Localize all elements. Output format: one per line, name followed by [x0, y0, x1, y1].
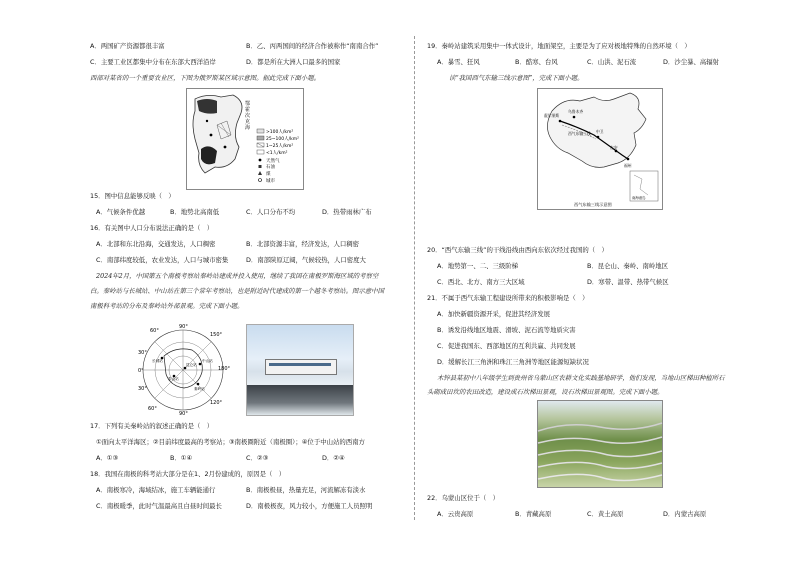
q14-option-d[interactable]: D．都是所在大洲人口最多的国家	[246, 58, 341, 66]
q17-statements: ①面向太平洋海区；②目前纬度最高的考察站；③南极圈附近（南极圈）；④位于中山站的西南方	[96, 438, 365, 446]
lon-120: 120°	[210, 400, 223, 406]
column-divider	[414, 36, 415, 520]
legend-2: 25~100人/km²	[266, 137, 299, 142]
q17-option-a[interactable]: A．①③	[96, 454, 119, 462]
q19-stem: 19．秦岭站建筑采用集中一体式设计，地面架空，主要是为了应对极地特殊的自然环境（ ）	[427, 42, 691, 50]
lon-30-upper: 30°	[138, 350, 147, 356]
q15-option-b[interactable]: B．地势北高南低	[170, 208, 220, 216]
legend-4: <1人/km²	[266, 151, 288, 156]
station-building	[265, 359, 337, 375]
q16-option-c[interactable]: C．南部纬度较低，农业发达，人口与城市密集	[96, 256, 229, 264]
q15-option-c[interactable]: C．人口分布不均	[246, 208, 296, 216]
russia-region-map	[186, 88, 304, 190]
map2-caption: 西气东输三线示意图	[574, 202, 612, 207]
q20-option-b[interactable]: B．昆仑山、秦岭、南岭地区	[587, 262, 669, 270]
q22-option-a[interactable]: A．云贵高原	[437, 510, 474, 518]
terraced-fields-photo	[537, 400, 663, 488]
q21-option-c[interactable]: C．促进我国东、西部地区的互利共赢、共同发展	[437, 342, 576, 350]
sea-label-1: 鄂	[245, 101, 251, 107]
legend-6: 石油	[266, 165, 275, 170]
q19-option-a[interactable]: A．暴雪、狂风	[437, 58, 480, 66]
q22-option-c[interactable]: C．黄土高原	[587, 510, 624, 518]
station-taishan: 泰山站	[168, 377, 179, 381]
q20-stem: 20．“西气东输三线”的干线沿线由西向东依次经过我国的（ ）	[427, 246, 608, 254]
intro-22-line1: 木锌县某初中八年级学生到贵州省乌蒙山区农耕文化实践基地研学，他们发现，当地山区梯田种植所石	[437, 374, 725, 382]
q14-option-a[interactable]: A．两国矿产资源都很丰富	[90, 42, 165, 50]
west-east-gas-pipeline-map	[537, 88, 663, 210]
label-fuzhou: 福州	[624, 163, 632, 168]
legend-8: 城市	[266, 179, 275, 184]
sea-label-3: 次	[245, 113, 251, 119]
q19-option-b[interactable]: B．酷寒、台风	[515, 58, 558, 66]
label-zhongwei: 中卫	[596, 129, 604, 134]
legend-7: 煤	[266, 172, 271, 177]
q21-option-b[interactable]: B．诱发沿线地区地震、滑坡、泥石流等地质灾害	[437, 326, 576, 334]
q19-option-d[interactable]: D．沙尘暴、高辐射	[663, 58, 720, 66]
lon-180: 180°	[218, 366, 231, 372]
intro-22-line2: 头砌成田坎的农田改造，建设成石坎梯田景观，设石坎梯田景观图。完成下面小题。	[427, 388, 664, 396]
lon-30: 30°	[138, 386, 147, 392]
lon-90-top: 90°	[179, 324, 188, 330]
q22-stem: 22．乌蒙山区位于（ ）	[427, 494, 500, 502]
legend-3: 1~25人/km²	[266, 144, 294, 149]
lon-60-left: 60°	[150, 328, 159, 334]
intro-17-18-line3: 南极科考站的分布及秦岭站外部景观。完成下面小题。	[90, 302, 244, 310]
sea-label-5: 海	[245, 125, 251, 131]
q18-option-c[interactable]: C．南极暖季，此时气温最高且白昼时间最长	[96, 502, 222, 510]
sea-label-4: 克	[245, 119, 251, 125]
q15-option-d[interactable]: D．热带雨林广布	[322, 208, 372, 216]
q20-option-a[interactable]: A．地势第一、二、三级阶梯	[437, 262, 519, 270]
station-qinling: 秦岭站	[194, 387, 205, 391]
label-pipeline: 西气东输三线	[568, 131, 591, 136]
q21-stem: 21．不属于西气东输工程建设所带来的积极影响是（ ）	[427, 294, 589, 302]
label-south-sea-islands: 南海诸岛	[632, 196, 646, 200]
station-zhongshan: 中山站	[202, 359, 213, 363]
q17-option-d[interactable]: D．②④	[322, 454, 345, 462]
q22-option-d[interactable]: D．内蒙古高原	[663, 510, 707, 518]
q20-option-d[interactable]: D．寒带、温带、热带气候区	[587, 278, 669, 286]
q16-option-d[interactable]: D．南部陕原辽阔，气候较热，人口密度大	[246, 256, 366, 264]
q14-option-c[interactable]: C．主要工业区都集中分布在东部大西洋沿岸	[90, 58, 216, 66]
station-changcheng: 长城站	[152, 359, 163, 363]
q20-option-c[interactable]: C．西北、北方、南方三大区域	[437, 278, 525, 286]
intro-17-18-line2: 白。秦岭站与长城站、中山站在第三个常年考察站，也是附近时代建成的第一个越冬考察站。图示意中国	[90, 287, 384, 295]
sea-label-2: 霍	[245, 107, 251, 113]
q18-option-d[interactable]: D．南极极夜，风力较小，方便施工人员照明	[246, 502, 373, 510]
q16-option-a[interactable]: A．北部和东北沿海，交通发达，人口稠密	[96, 240, 216, 248]
q15-option-a[interactable]: A．气候条件优越	[96, 208, 146, 216]
lon-0: 0°	[138, 368, 144, 374]
q22-option-b[interactable]: B．青藏高原	[515, 510, 552, 518]
q18-option-b[interactable]: B．南极极昼，热量充足，河流解冻有淡水	[246, 486, 366, 494]
qinling-station-photo	[246, 324, 354, 416]
legend-5: 天然气	[266, 159, 280, 164]
label-urumqi: 乌鲁木齐	[568, 109, 584, 114]
q21-option-d[interactable]: D．缓解长江三角洲和珠江三角洲等地区能源短缺状况	[437, 358, 589, 366]
q17-option-b[interactable]: B．①④	[170, 454, 193, 462]
q18-option-a[interactable]: A．南极寒冷，海域结冰，施工车辆能通行	[96, 486, 216, 494]
q16-option-b[interactable]: B．北部资源丰富，经济发达，人口稠密	[246, 240, 360, 248]
q19-option-c[interactable]: C．山洪、泥石流	[587, 58, 637, 66]
label-horgos: 霍尔果斯	[544, 113, 560, 118]
q17-option-c[interactable]: C．②③	[246, 454, 269, 462]
q18-stem: 18．我国在南极的科考站大部分是在1、2月份建成的，原因是（ ）	[90, 470, 286, 478]
station-kunlun: 昆仑站	[186, 363, 197, 367]
q14-option-b[interactable]: B．乙、丙两国间的经济合作被称作“南南合作”	[246, 42, 379, 50]
q16-stem: 16．有关图中人口分布说法正确的是（ ）	[90, 224, 214, 232]
lon-90-bottom: 90°	[179, 411, 188, 417]
antarctic-polar-map	[138, 318, 231, 417]
intro-15-16: 西部对某省的一个重要农业区，下图为俄罗斯某区域示意图。据此完成下面小题。	[90, 74, 321, 82]
label-jian: 吉安	[610, 145, 618, 150]
intro-17-18-line1: 2024年2月，中国第五个南极考察站秦岭站建成并投入使用，继续了我国在南极罗斯海区域的考察空	[96, 272, 379, 280]
intro-20-21: 读“我国西气东输三线示意图”，完成下面小题。	[449, 74, 584, 82]
legend-1: >100人/km²	[266, 130, 294, 135]
q15-stem: 15．图中信息能够反映（ ）	[90, 192, 175, 200]
q17-stem: 17．下列有关秦岭站的叙述正确的是（ ）	[90, 422, 214, 430]
lon-60-bottom: 60°	[148, 406, 157, 412]
dense-area-north	[197, 99, 217, 114]
q21-option-a[interactable]: A．加快新疆资源开采，促进其经济发展	[437, 310, 551, 318]
lon-150: 150°	[210, 332, 223, 338]
